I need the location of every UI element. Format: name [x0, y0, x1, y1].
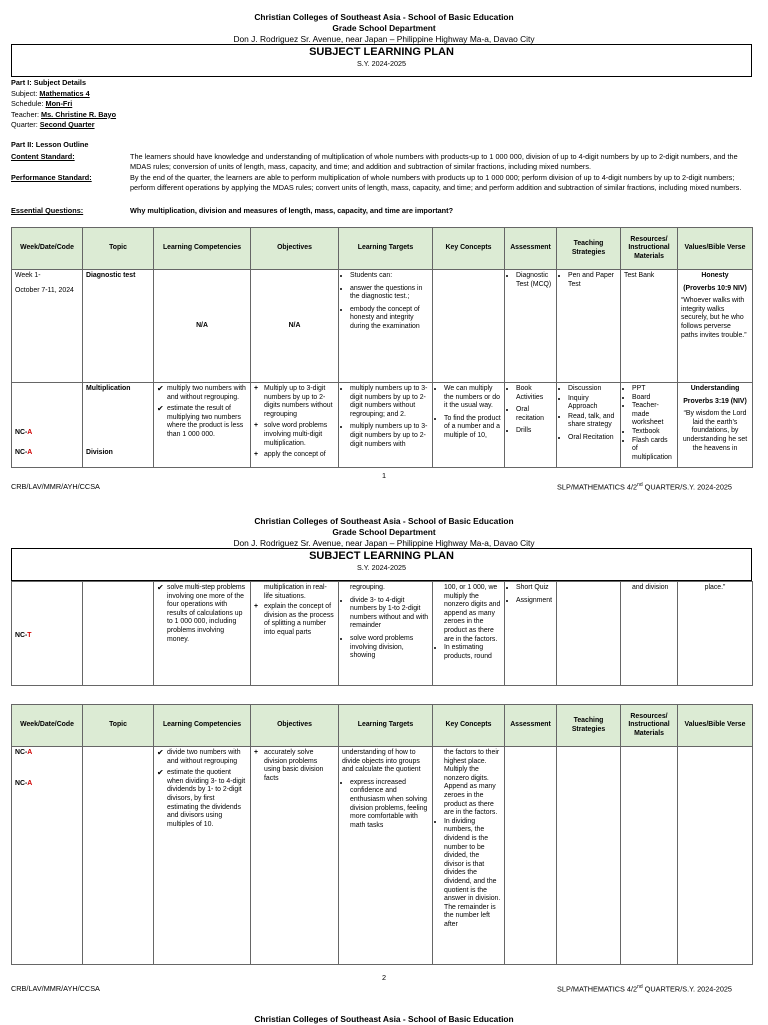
list-item: ✔ solve multi-step problems involving one more of the four operations with results of calculations up to 1 000 000, including problems involving money.: [157, 584, 247, 644]
objectives-cell: N/A: [251, 270, 339, 383]
list-item: • divide 3- to 4-digit numbers by 1-to 2-digit numbers without and with remainder: [350, 597, 429, 631]
topic-cell: Diagnostic test: [83, 270, 154, 383]
table-row: [12, 747, 753, 965]
code-letter: A: [27, 449, 33, 456]
list-item: • Read, talk, and share strategy: [568, 413, 617, 430]
col-values: Values/Bible Verse: [678, 705, 753, 747]
strategies-cell: [557, 270, 621, 383]
plan-title: SUBJECT LEARNING PLAN: [309, 46, 454, 58]
col-assessment: Assessment: [505, 705, 557, 747]
part2-title: Part II: Lesson Outline: [11, 139, 89, 149]
strategies-cell: [557, 582, 621, 686]
list-item: • Book Activities: [516, 385, 553, 402]
col-strategies: [557, 228, 621, 270]
col-resources-line2: Instructional: [628, 244, 670, 252]
list-item: • PPT: [632, 385, 674, 394]
concepts-continued: 100, or 1 000, we multiply the nonzero digits and append as many zeroes in the product as there are in the factors.: [444, 584, 501, 643]
lesson-table-continued: [11, 581, 753, 686]
col-concepts: Key Concepts: [433, 228, 505, 270]
list-item: • Oral Recitation: [568, 434, 617, 443]
part1-title: Part I: Subject Details: [11, 78, 87, 87]
footer-right-text: SLP/MATHEMATICS 4/2: [557, 482, 638, 492]
concepts-cell: [433, 270, 505, 383]
code-cell: [12, 582, 83, 686]
list-item: • Assignment: [516, 597, 553, 606]
week-text: Week 1-: [15, 272, 41, 279]
col-resources: [621, 228, 678, 270]
col-assessment: Assessment: [505, 228, 557, 270]
col-topic: Topic: [83, 228, 154, 270]
col-resources-line1: Resources/: [630, 235, 668, 243]
list-item: • In dividing numbers, the dividend is the number to be divided, the divisor is that divides the dividend, and the quotient is the answer in division. The remainder is the number left after: [444, 818, 501, 930]
school-name: Christian Colleges of Southeast Asia - School of Basic Education: [254, 12, 514, 22]
list-item: • Short Quiz: [516, 584, 553, 593]
school-name: Christian Colleges of Southeast Asia - School of Basic Education: [254, 516, 514, 526]
list-item: • multiply numbers up to 3-digit numbers by up to 2-digit numbers with: [350, 423, 429, 449]
list-item: + apply the concept of: [254, 451, 335, 460]
list-item: • solve word problems involving division, showing: [350, 635, 429, 661]
values-cell: place.”: [678, 582, 753, 686]
table-row: [12, 270, 753, 383]
list-item: ✔ divide two numbers with and without regrouping: [157, 749, 247, 766]
code-prefix: NC-: [15, 429, 28, 436]
targets-cell: [339, 747, 433, 965]
teacher-value: Ms. Christine R. Bayo: [41, 109, 117, 119]
essential-questions-text: Why multiplication, division and measures of length, mass, capacity, and time are important?: [130, 206, 454, 215]
plan-title-box: [11, 44, 752, 77]
topic-cell: [83, 747, 154, 965]
objectives-continued: multiplication in real-life situations.: [264, 584, 327, 600]
date-text: October 7-11, 2024: [15, 286, 74, 294]
schedule-row: [11, 99, 116, 110]
value-title: Understanding: [690, 385, 740, 392]
teacher-label: Teacher:: [11, 109, 39, 119]
list-item: + solve word problems involving multi-digit multiplication.: [254, 422, 335, 448]
col-targets: Learning Targets: [339, 705, 433, 747]
page-header: [0, 12, 768, 45]
col-topic: Topic: [83, 705, 154, 747]
code-cell: [12, 747, 83, 965]
list-item: • In estimating products, round: [444, 644, 501, 661]
col-resources-line1: Resources/: [630, 712, 668, 720]
value-verse: “By wisdom the Lord laid the earth’s foundations, by understanding he set the heavens in: [682, 410, 748, 452]
week-cell: [12, 270, 83, 383]
col-strategies-line1: Teaching: [573, 239, 604, 247]
competencies-cell: N/A: [154, 270, 251, 383]
strategies-cell: [557, 747, 621, 965]
col-week: Week/Date/Code: [12, 705, 83, 747]
code-1: [15, 632, 31, 641]
concepts-continued: the factors to their highest place. Multiply the nonzero digits. Append as many zeroes in the product as there are in the factors.: [444, 749, 500, 817]
quarter-label: Quarter:: [11, 120, 38, 130]
concepts-cell: [433, 582, 505, 686]
value-title: Honesty: [701, 272, 729, 279]
code-2: [15, 449, 32, 458]
list-item: • Oral recitation: [516, 406, 553, 423]
code-letter: A: [27, 780, 33, 787]
page-1: [0, 0, 768, 500]
assessment-cell: [505, 582, 557, 686]
code-letter: T: [27, 632, 32, 639]
code-letter: A: [27, 749, 33, 756]
col-competencies: Learning Competencies: [154, 705, 251, 747]
assessment-cell: [505, 747, 557, 965]
list-item: • multiply numbers up to 3-digit numbers by up to 2-digit numbers without regrouping; and 2.: [350, 385, 429, 419]
code-2: [15, 780, 32, 789]
footer-right: [557, 482, 732, 491]
department-name: Grade School Department: [332, 527, 436, 537]
resources-cell: [621, 747, 678, 965]
col-resources: [621, 705, 678, 747]
schedule-value: Mon-Fri: [45, 99, 73, 109]
list-item: • Inquiry Approach: [568, 395, 617, 412]
resources-continued: and division: [632, 584, 669, 591]
list-item: • embody the concept of honesty and integrity during the examination: [350, 306, 429, 332]
assessment-cell: [505, 270, 557, 383]
list-item: + explain the concept of division as the process of splitting a number into equal parts: [254, 603, 335, 637]
footer-right: [557, 984, 732, 993]
school-address: Don J. Rodriguez Sr. Avenue, near Japan – Philippine Highway Ma-a, Davao City: [233, 34, 535, 44]
table-row: [12, 383, 753, 468]
list-item: • Discussion: [568, 385, 617, 394]
col-targets: Learning Targets: [339, 228, 433, 270]
col-strategies-line2: Strategies: [571, 725, 606, 733]
code-prefix: NC-: [15, 632, 28, 639]
subject-value: Mathematics 4: [39, 88, 90, 98]
page-header: [0, 516, 768, 549]
content-standard-label: Content Standard:: [11, 152, 75, 161]
school-year: S.Y. 2024-2025: [356, 59, 407, 68]
objectives-cell: [251, 747, 339, 965]
footer-left: CRB/LAV/MMR/AYH/CCSA: [11, 482, 100, 491]
topic-division: Division: [86, 449, 113, 456]
performance-standard-text: By the end of the quarter, the learners are able to perform multiplication of whole numbers with products up to 1 000 000; perform division of up to 4-digit numbers by up to 2-digit numbers; perform different operations by applying the MDAS rules; convert units of length, mass, capacity, and time; and perform addition and subtraction of similar fractions, including mixed numbers.: [130, 173, 742, 193]
department-name: Grade School Department: [332, 23, 436, 33]
school-year: S.Y. 2024-2025: [356, 563, 407, 572]
table-header-row: [12, 705, 753, 747]
strategies-cell: [557, 383, 621, 468]
teacher-row: [11, 110, 116, 121]
list-item: + accurately solve division problems using basic division facts: [254, 749, 335, 783]
resources-cell: Test Bank: [621, 270, 678, 383]
list-item: • Drills: [516, 427, 553, 436]
topic-multiplication: Multiplication: [86, 385, 131, 392]
resources-cell: [621, 582, 678, 686]
col-strategies: [557, 705, 621, 747]
code-prefix: NC-: [15, 449, 28, 456]
schedule-label: Schedule:: [11, 99, 44, 109]
school-name: Christian Colleges of Southeast Asia - School of Basic Education: [254, 1014, 514, 1024]
list-item: • Board: [632, 394, 674, 403]
col-week: Week/Date/Code: [12, 228, 83, 270]
col-objectives: Objectives: [251, 705, 339, 747]
footer-right-text: SLP/MATHEMATICS 4/2: [557, 984, 638, 994]
code-1: [15, 429, 32, 438]
list-item: • Teacher-made worksheet: [632, 402, 674, 428]
list-item: • Flash cards of multiplication: [632, 437, 674, 463]
lesson-table-2: [11, 704, 753, 965]
values-cell: [678, 270, 753, 383]
subject-row: [11, 89, 116, 100]
list-item: ✔ multiply two numbers with and without regrouping.: [157, 385, 247, 402]
col-concepts: Key Concepts: [433, 705, 505, 747]
col-values: Values/Bible Verse: [678, 228, 753, 270]
plan-title-box: [11, 548, 752, 581]
assessment-cell: [505, 383, 557, 468]
list-item: ✔ estimate the quotient when dividing 3- to 4-digit dividends by 1- to 2-digit divisors, by first estimating the dividends and divisors using multiples of 10.: [157, 769, 247, 829]
page-2: [0, 504, 768, 1024]
footer-right-sup: nd: [637, 482, 643, 488]
value-verse: “Whoever walks with integrity walks securely, but he who follows perverse paths invites trouble.”: [681, 297, 747, 339]
col-strategies-line2: Strategies: [571, 248, 606, 256]
page-number: 1: [381, 471, 387, 480]
code-cell: [12, 383, 83, 468]
code-letter: A: [27, 429, 33, 436]
list-item: • answer the questions in the diagnostic test.;: [350, 285, 429, 302]
lesson-table-1: [11, 227, 753, 468]
subject-label: Subject:: [11, 88, 38, 98]
col-competencies: Learning Competencies: [154, 228, 251, 270]
targets-cell: [339, 383, 433, 468]
col-resources-line2: Instructional: [628, 721, 670, 729]
page-number: 2: [381, 973, 387, 982]
competencies-cell: [154, 582, 251, 686]
content-standard-text: The learners should have knowledge and understanding of multiplication of whole numbers with products-up to 1 000 000, division of up to 4-digit numbers by up to 2-digit numbers, and the MDAS rules; conversion of units of length, mass, capacity, and time; and addition and subtraction of similar fractions, including mixed numbers.: [130, 152, 738, 172]
competencies-cell: [154, 747, 251, 965]
values-cell: [678, 747, 753, 965]
value-reference: Proverbs 3:19 (NIV): [683, 397, 747, 405]
quarter-value: Second Quarter: [39, 120, 95, 130]
plan-title: SUBJECT LEARNING PLAN: [309, 550, 454, 562]
table-row: [12, 582, 753, 686]
targets-cell: [339, 270, 433, 383]
objectives-cell: [251, 582, 339, 686]
list-item: • Pen and Paper Test: [568, 272, 617, 289]
list-item: • We can multiply the numbers or do it the usual way.: [444, 385, 501, 411]
subject-details: [11, 78, 116, 151]
col-resources-line3: Materials: [634, 252, 664, 260]
targets-cell: [339, 582, 433, 686]
list-item: • Textbook: [632, 428, 674, 437]
code-1: [15, 749, 79, 758]
list-item: ✔ estimate the result of multiplying two numbers where the product is less than 1 000 000.: [157, 405, 247, 439]
footer-right-sup: nd: [637, 984, 643, 990]
targets-continued: regrouping.: [350, 584, 385, 591]
objectives-cell: [251, 383, 339, 468]
concepts-cell: [433, 383, 505, 468]
col-resources-line3: Materials: [634, 729, 664, 737]
list-item: • Students can:: [350, 272, 429, 281]
page-3-header-peek: [0, 1014, 768, 1025]
col-strategies-line1: Teaching: [573, 716, 604, 724]
footer-left: CRB/LAV/MMR/AYH/CCSA: [11, 984, 100, 993]
footer-right-text-end: QUARTER/S.Y. 2024-2025: [642, 984, 732, 994]
resources-cell: [621, 383, 678, 468]
value-reference: (Proverbs 10:9 NIV): [683, 284, 747, 292]
footer-right-text-end: QUARTER/S.Y. 2024-2025: [642, 482, 732, 492]
col-objectives: Objectives: [251, 228, 339, 270]
performance-standard-label: Performance Standard:: [11, 173, 92, 182]
list-item: + Multiply up to 3-digit numbers by up to 2-digits numbers without regrouping: [254, 385, 335, 419]
competencies-cell: [154, 383, 251, 468]
school-address: Don J. Rodriguez Sr. Avenue, near Japan – Philippine Highway Ma-a, Davao City: [233, 538, 535, 548]
list-item: • express increased confidence and enthusiasm when solving division problems, feeling more comfortable with math tasks: [350, 779, 429, 831]
quarter-row: [11, 120, 116, 131]
concepts-cell: [433, 747, 505, 965]
list-item: • To find the product of a number and a multiple of 10,: [444, 415, 501, 441]
topic-cell: [83, 383, 154, 468]
topic-cell: [83, 582, 154, 686]
targets-continued: understanding of how to divide objects into groups and calculate the quotient: [342, 749, 421, 774]
values-cell: [678, 383, 753, 468]
list-item: • Diagnostic Test (MCQ): [516, 272, 553, 289]
essential-questions-label: Essential Questions:: [11, 206, 84, 215]
code-prefix: NC-: [15, 749, 28, 756]
table-header-row: [12, 228, 753, 270]
code-prefix: NC-: [15, 780, 28, 787]
